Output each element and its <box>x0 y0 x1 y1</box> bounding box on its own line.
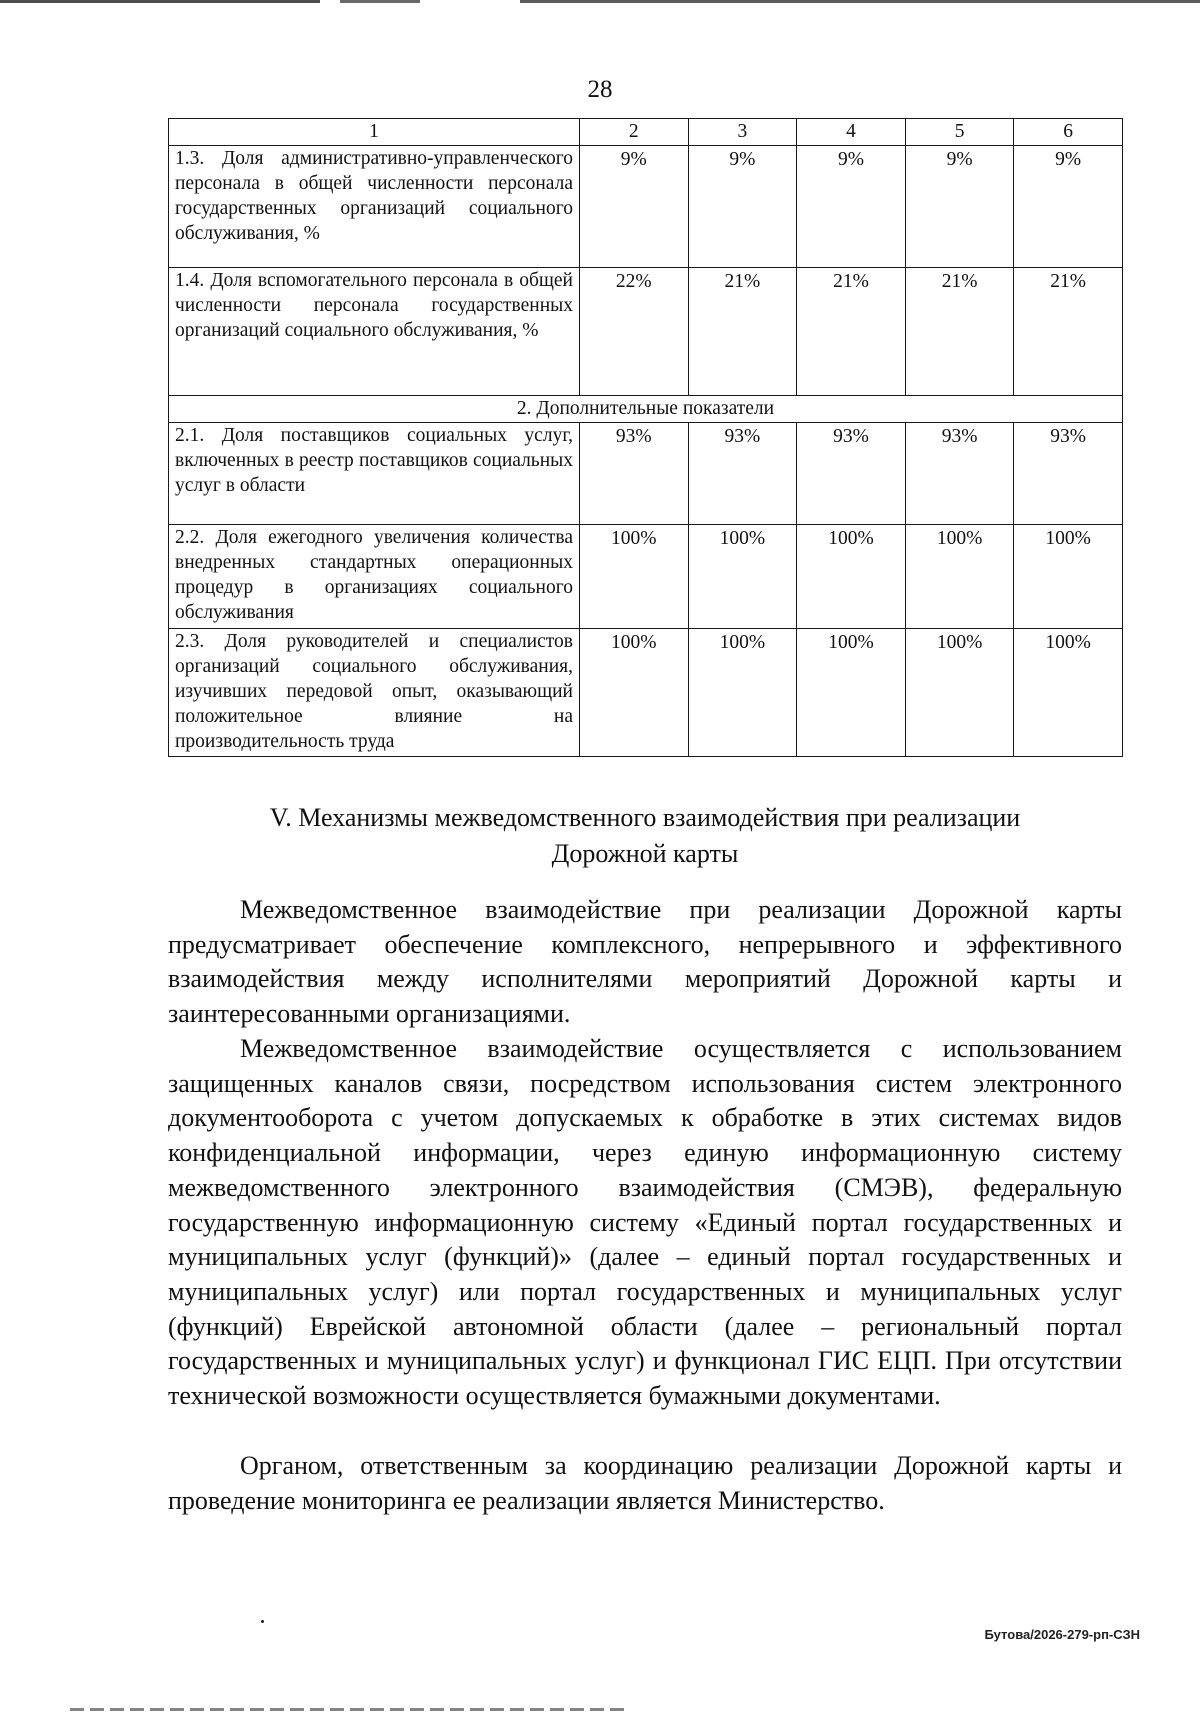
section-title-line: Дорожной карты <box>551 839 739 868</box>
table-row <box>169 146 1123 268</box>
section-heading: 2. Дополнительные показатели <box>169 396 1123 423</box>
indicator-value: 21% <box>1014 268 1123 396</box>
body-paragraph: Межведомственное взаимодействие осуществляется с использованием защищенных каналов связи, посредством использования систем электронного документооборота с учетом допускаемых к обработке в этих системах видов конфиденциальной информации, через единую информационную систему межведомственного электронного взаимодействия (СМЭВ), федеральную государственную информационную систему «Единый портал государственных и муниципальных услуг (функций)» (далее – единый портал государственных и муниципальных услуг) или портал государственных и муниципальных услуг (функций) Еврейской автономной области (далее – региональный портал государственных и муниципальных услуг) и функционал ГИС ЕЦП. При отсутствии технической возможности осуществляется бумажными документами. <box>168 1034 1122 1411</box>
indicator-value: 9% <box>688 146 797 268</box>
indicator-value: 9% <box>905 146 1014 268</box>
indicator-value: 93% <box>688 423 797 525</box>
indicator-value: 93% <box>580 423 689 525</box>
column-header: 6 <box>1014 119 1123 146</box>
table-row <box>169 268 1123 396</box>
indicator-value: 100% <box>905 525 1014 629</box>
table-row <box>169 629 1123 757</box>
indicator-value: 9% <box>797 146 906 268</box>
column-header: 2 <box>580 119 689 146</box>
indicator-value: 9% <box>580 146 689 268</box>
column-header: 1 <box>169 119 580 146</box>
page-number: 28 <box>587 76 613 103</box>
indicator-value: 22% <box>580 268 689 396</box>
column-header: 5 <box>905 119 1014 146</box>
scan-bottom-edge <box>70 1708 630 1711</box>
indicators-table <box>168 118 1123 757</box>
indicator-name: 1.4. Доля вспомогательного персонала в общей численности персонала государственных организаций социального обслуживания, % <box>169 268 580 396</box>
indicator-value: 93% <box>1014 423 1123 525</box>
indicator-value: 100% <box>1014 629 1123 757</box>
indicator-name: 2.3. Доля руководителей и специалистов организаций социального обслуживания, изучивших передовой опыт, оказывающий положительное влияние на производительность труда <box>169 629 580 757</box>
indicator-value: 100% <box>688 629 797 757</box>
indicator-value: 100% <box>905 629 1014 757</box>
indicator-value: 100% <box>1014 525 1123 629</box>
indicator-name: 2.1. Доля поставщиков социальных услуг, включенных в реестр поставщиков социальных услуг в области <box>169 423 580 525</box>
column-header: 3 <box>688 119 797 146</box>
indicator-value: 100% <box>797 525 906 629</box>
indicator-value: 9% <box>1014 146 1123 268</box>
section-title <box>168 800 1122 872</box>
indicator-value: 100% <box>580 629 689 757</box>
indicator-value: 21% <box>688 268 797 396</box>
table-row <box>169 423 1123 525</box>
document-registration-code: Бутова/2026-279-рп-СЗН <box>984 1627 1140 1642</box>
body-paragraph: Органом, ответственным за координацию реализации Дорожной карты и проведение мониторинга ее реализации является Министерство. <box>168 1451 1122 1515</box>
indicator-value: 21% <box>797 268 906 396</box>
table-section-row <box>169 396 1123 423</box>
table-row <box>169 525 1123 629</box>
section-title-line: V. Механизмы межведомственного взаимодействия при реализации <box>269 803 1021 832</box>
indicator-name: 1.3. Доля административно-управленческого персонала в общей численности персонала государственных организаций социального обслуживания, % <box>169 146 580 268</box>
indicator-value: 100% <box>797 629 906 757</box>
indicator-name: 2.2. Доля ежегодного увеличения количества внедренных стандартных операционных процедур в организациях социального обслуживания <box>169 525 580 629</box>
indicator-value: 100% <box>580 525 689 629</box>
indicator-value: 93% <box>797 423 906 525</box>
scan-top-edge <box>0 0 1200 3</box>
body-paragraph: Межведомственное взаимодействие при реализации Дорожной карты предусматривает обеспечение комплексного, непрерывного и эффективного взаимодействия между исполнителями мероприятий Дорожной карты и заинтересованными организациями. <box>168 895 1122 1029</box>
column-header: 4 <box>797 119 906 146</box>
scan-speck <box>261 1620 264 1623</box>
indicator-value: 21% <box>905 268 1014 396</box>
table-header-row <box>169 119 1123 146</box>
indicator-value: 100% <box>688 525 797 629</box>
indicator-value: 93% <box>905 423 1014 525</box>
